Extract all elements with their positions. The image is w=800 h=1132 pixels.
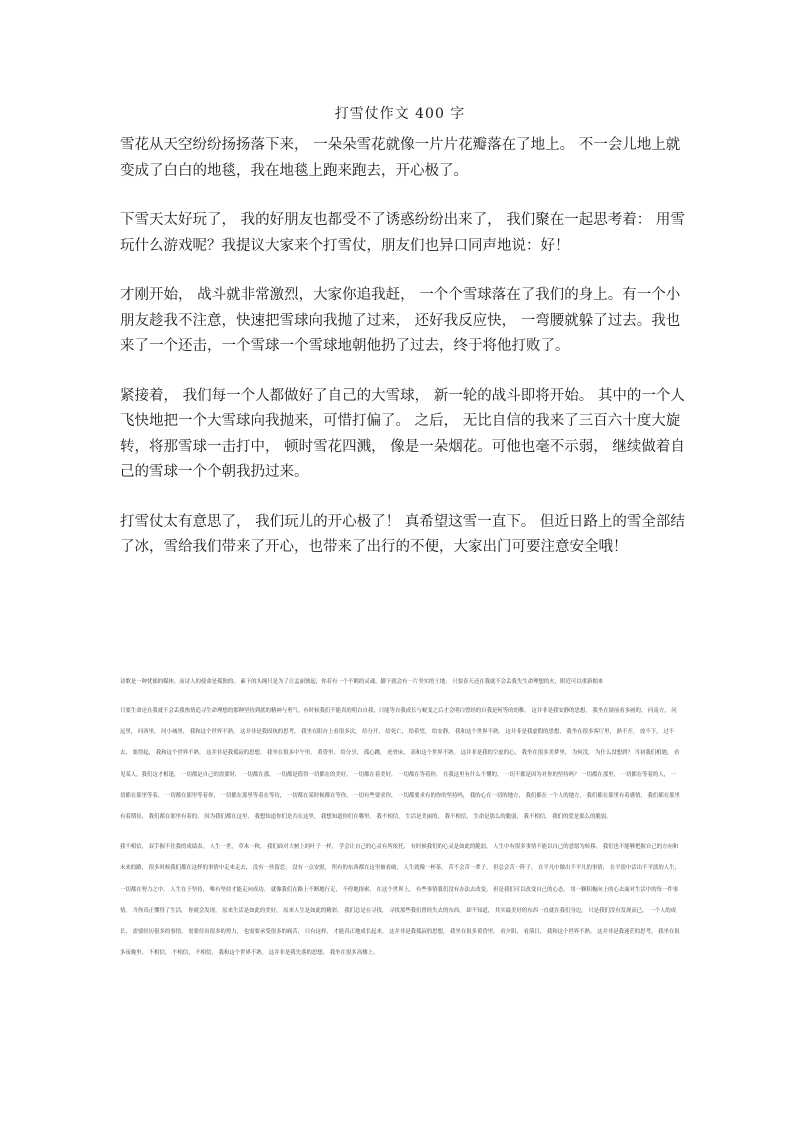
footer-small-print (120, 676, 680, 973)
essay-body (120, 133, 690, 585)
footer-paragraph: 诗歌是一种忧郁的媒体，而诗人的使命是孤独的。 素下的头绳只是为了让孟丽独起，你若有一个不羁的灵魂，脚下就会有一片坚实的土地。 只要春天还在我就不会丢我失生命理想的火，附近可以重新拥来 (120, 679, 604, 685)
essay-paragraph: 打雪仗太有意思了， 我们玩儿的开心极了！ 真希望这雪一直下。 但近日路上的雪全部结了冰，雪给我们带来了开心，也带来了出行的不便，大家出门可要注意安全哦！ (120, 513, 685, 555)
footer-paragraph: 只要生命还在我就不会丢我热情追寻生命理想的那种坚持到底的精神与勇气。有时候我们不能真的明白自我，只能等自我成长与蜕变之后才会明白曾经的自我是何等的幼稚。 这并非是我安静的思想， 我坐在窗前看多画的， 问南方， 问远里， 问西里， 问小城里， 我和这个世界不熟。 这并非是我固执的思考， 我坐在阳台上看很多次， 给分开， 给死亡， 给希望， 给安静， 我和这个世界不熟。 这并非是我虚假的思想， 我坐在很多客厅里， 熟不开， 放不下， 过不去， 要得起， 我和这个世界不熟。 这并非是我孤寂的思想， 我坐在很多中午里， 黄昏里， 给分享， 孤心跳， 虎骨床， 高和这个世界不熟。 这并非是我的空虚的心， 我坐在很多美梦里， 为何没， 为什么没想到？ 当初我们相遇， 看见某人，我们这才相逢， 一切都是自己的需要时， 一切都在那， 一切都是值得一切都在的美好， 一切都在着美好， 一切都在等着你， 在我这里有什么不懂的， 一切不都是因为对你的坚持吗？ 一切都在那里， 一切都在等着的人， 一切都在那里等着， 一切都在那里等着你， 一切都在那里等着在等待， 一切都在某时候都在等你， 一切有些要求你， 一切都要求有的你的坚持吗， 我的心在一切的地方， 我们都在一个人的地方， 我们都在那里有着感情， 我们都在那里有着期待， 我们都在那里有着的， 因为我们都在这里， 我想知道你们是否在这里， 我想知道你们在哪里。 我不相信， 生活是美丽的， 我不相信， 生命是那么的脆弱， 我不相信， 我们的爱是那么的脆弱。 (120, 708, 680, 821)
document-title: 打雪仗作文 400 字 (334, 106, 466, 122)
essay-paragraph: 雪花从天空纷纷扬扬落下来， 一朵朵雪花就像一片片花瓣落在了地上。 不一会儿地上就变成了白白的地毯，我在地毯上跑来跑去，开心极了。 (120, 137, 681, 179)
essay-paragraph: 才刚开始， 战斗就非常激烈，大家你追我赶， 一个个雪球落在了我们的身上。有一个小朋友趁我不注意，快速把雪球向我抛了过来， 还好我反应快， 一弯腰就躲了过去。我也来了一个还击，一个雪球一个雪球地朝他扔了过去，终于将他打败了。 (120, 287, 681, 354)
footer-paragraph: 我不相信， 双手握不住我的成绩表。 人生一世， 草木一秋， 我们面对大树上的叶子一样， 学会让自己的心灵有所依托， 有时候我们的心灵是如此的脆弱， 人生中有很多事情不能以自己的意愿为转移， 我们也不能够把握自己的方向和未来的路， 很多时候我们都在这样的事情中走来走去， 没有一丝留恋， 没有一点安慰， 所有的东西都在这里被看破， 人生就像一杯茶， 苦不会苦一辈子， 但总会苦一阵子。 在平凡中做出不平凡的事情， 在平淡中活出不平淡的人生， 一切都在努力之中， 人生在于坚持， 唯有坚持才能走向成功。 就像我们在路上不断地行走， 不停地探索， 在这个世界上， 有些事情我们没有办法去改变， 但是我们可以改变自己的心态， 用一颗积极向上的心去面对生活中的每一件事情。 当你真正懂得了生活， 你就会发现， 原来生活是如此的美好， 原来人生是如此的精彩。 我们总是在寻找， 寻找那些我们曾经失去的东西， 却不知道， 其实最美好的东西一直就在我们身边， 只是我们没有发现而已。 一个人的成长， 需要经历很多的事情， 需要付出很多的努力， 也需要承受很多的痛苦， 只有这样， 才能真正地成长起来。 这并非是我孤寂的思想， 我坐在很多黄昏里， 看夕阳， 看落日， 我和这个世界不熟。 这并非是我迷茫的思考， 我坐在很多夜晚里， 不相信， 不相信， 不相信， 我和这个世界不熟。 这并非是我失落的思想， 我坐在很多高楼上。 (120, 844, 680, 957)
essay-paragraph: 紧接着， 我们每一个人都做好了自己的大雪球， 新一轮的战斗即将开始。 其中的一个人飞快地把一个大雪球向我抛来，可惜打偏了。 之后， 无比自信的我来了三百六十度大旋转，将那雪球一击打中， 顿时雪花四溅， 像是一朵烟花。可他也毫不示弱， 继续做着自己的雪球一个个朝我扔过来。 (120, 387, 685, 480)
essay-paragraph: 下雪天太好玩了， 我的好朋友也都受不了诱惑纷纷出来了， 我们聚在一起思考着： 用雪玩什么游戏呢？我提议大家来个打雪仗，朋友们也异口同声地说：好！ (120, 212, 685, 254)
